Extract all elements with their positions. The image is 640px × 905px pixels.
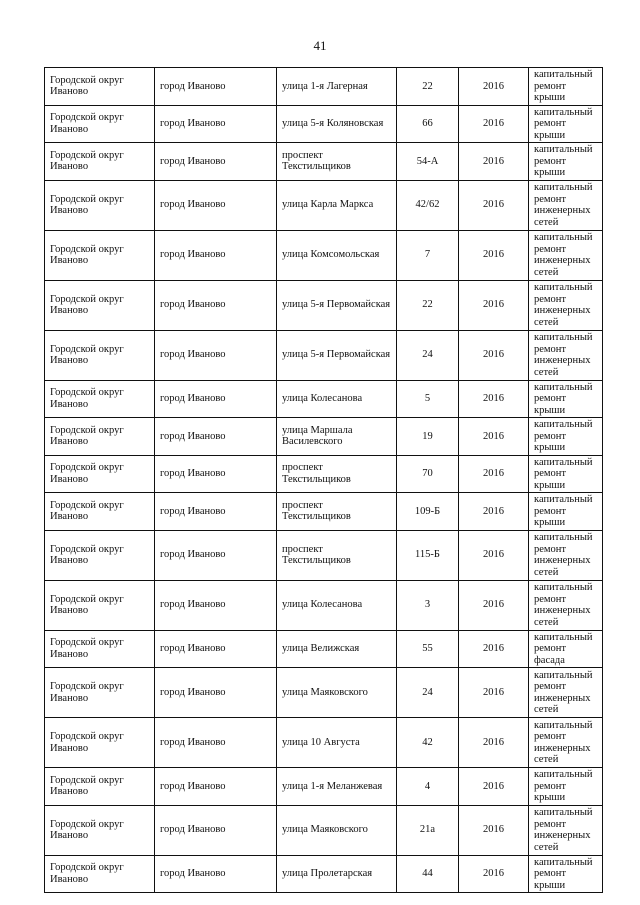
page-number: 41 — [313, 38, 327, 53]
city-cell: город Иваново — [155, 180, 277, 230]
year-cell: 2016 — [459, 143, 529, 181]
year-cell: 2016 — [459, 280, 529, 330]
table-row — [45, 768, 603, 806]
year-cell: 2016 — [459, 418, 529, 456]
street-cell: улица Колесанова — [277, 580, 397, 630]
city-cell: город Иваново — [155, 718, 277, 768]
year-cell: 2016 — [459, 493, 529, 531]
table-row — [45, 418, 603, 456]
work-type-cell: капитальный ремонт крыши — [529, 68, 603, 106]
house-number-cell: 22 — [397, 280, 459, 330]
house-number-cell: 44 — [397, 855, 459, 893]
district-cell: Городской округ Иваново — [45, 768, 155, 806]
table-row — [45, 530, 603, 580]
city-cell: город Иваново — [155, 230, 277, 280]
work-type-cell: капитальный ремонт инженерных сетей — [529, 180, 603, 230]
street-cell: проспект Текстильщиков — [277, 530, 397, 580]
house-number-cell: 42/62 — [397, 180, 459, 230]
district-cell: Городской округ Иваново — [45, 230, 155, 280]
year-cell: 2016 — [459, 668, 529, 718]
table-row — [45, 668, 603, 718]
year-cell: 2016 — [459, 855, 529, 893]
street-cell: улица Колесанова — [277, 380, 397, 418]
table-row — [45, 580, 603, 630]
table-row — [45, 805, 603, 855]
table-row — [45, 330, 603, 380]
work-type-cell: капитальный ремонт крыши — [529, 418, 603, 456]
house-number-cell: 24 — [397, 668, 459, 718]
table-row — [45, 230, 603, 280]
year-cell: 2016 — [459, 805, 529, 855]
table-row — [45, 380, 603, 418]
table-row — [45, 718, 603, 768]
year-cell: 2016 — [459, 530, 529, 580]
district-cell: Городской округ Иваново — [45, 805, 155, 855]
city-cell: город Иваново — [155, 580, 277, 630]
house-number-cell: 19 — [397, 418, 459, 456]
year-cell: 2016 — [459, 718, 529, 768]
year-cell: 2016 — [459, 68, 529, 106]
year-cell: 2016 — [459, 380, 529, 418]
street-cell: улица 10 Августа — [277, 718, 397, 768]
table-body — [45, 68, 603, 893]
work-type-cell: капитальный ремонт инженерных сетей — [529, 330, 603, 380]
house-number-cell: 7 — [397, 230, 459, 280]
district-cell: Городской округ Иваново — [45, 180, 155, 230]
district-cell: Городской округ Иваново — [45, 493, 155, 531]
year-cell: 2016 — [459, 580, 529, 630]
house-number-cell: 55 — [397, 630, 459, 668]
street-cell: улица 5-я Коляновская — [277, 105, 397, 143]
work-type-cell: капитальный ремонт инженерных сетей — [529, 805, 603, 855]
work-type-cell: капитальный ремонт инженерных сетей — [529, 280, 603, 330]
district-cell: Городской округ Иваново — [45, 418, 155, 456]
work-type-cell: капитальный ремонт крыши — [529, 768, 603, 806]
table-row — [45, 855, 603, 893]
city-cell: город Иваново — [155, 668, 277, 718]
city-cell: город Иваново — [155, 530, 277, 580]
work-type-cell: капитальный ремонт крыши — [529, 143, 603, 181]
street-cell: проспект Текстильщиков — [277, 493, 397, 531]
house-number-cell: 4 — [397, 768, 459, 806]
year-cell: 2016 — [459, 105, 529, 143]
house-number-cell: 54-А — [397, 143, 459, 181]
city-cell: город Иваново — [155, 768, 277, 806]
district-cell: Городской округ Иваново — [45, 530, 155, 580]
house-number-cell: 109-Б — [397, 493, 459, 531]
street-cell: улица 5-я Первомайская — [277, 330, 397, 380]
district-cell: Городской округ Иваново — [45, 718, 155, 768]
house-number-cell: 66 — [397, 105, 459, 143]
housing-repair-table — [44, 67, 603, 893]
work-type-cell: капитальный ремонт инженерных сетей — [529, 230, 603, 280]
year-cell: 2016 — [459, 768, 529, 806]
city-cell: город Иваново — [155, 330, 277, 380]
year-cell: 2016 — [459, 330, 529, 380]
house-number-cell: 42 — [397, 718, 459, 768]
year-cell: 2016 — [459, 455, 529, 493]
work-type-cell: капитальный ремонт инженерных сетей — [529, 718, 603, 768]
city-cell: город Иваново — [155, 105, 277, 143]
work-type-cell: капитальный ремонт инженерных сетей — [529, 668, 603, 718]
district-cell: Городской округ Иваново — [45, 380, 155, 418]
table-row — [45, 493, 603, 531]
district-cell: Городской округ Иваново — [45, 143, 155, 181]
street-cell: улица 1-я Лагерная — [277, 68, 397, 106]
city-cell: город Иваново — [155, 630, 277, 668]
year-cell: 2016 — [459, 630, 529, 668]
table-row — [45, 280, 603, 330]
district-cell: Городской округ Иваново — [45, 580, 155, 630]
work-type-cell: капитальный ремонт фасада — [529, 630, 603, 668]
house-number-cell: 70 — [397, 455, 459, 493]
house-number-cell: 21а — [397, 805, 459, 855]
year-cell: 2016 — [459, 230, 529, 280]
district-cell: Городской округ Иваново — [45, 330, 155, 380]
street-cell: улица Пролетарская — [277, 855, 397, 893]
street-cell: улица Маршала Василевского — [277, 418, 397, 456]
street-cell: улица Маяковского — [277, 805, 397, 855]
city-cell: город Иваново — [155, 143, 277, 181]
city-cell: город Иваново — [155, 455, 277, 493]
district-cell: Городской округ Иваново — [45, 455, 155, 493]
district-cell: Городской округ Иваново — [45, 630, 155, 668]
work-type-cell: капитальный ремонт крыши — [529, 855, 603, 893]
table-row — [45, 68, 603, 106]
table-row — [45, 630, 603, 668]
house-number-cell: 24 — [397, 330, 459, 380]
work-type-cell: капитальный ремонт инженерных сетей — [529, 580, 603, 630]
street-cell: улица 1-я Меланжевая — [277, 768, 397, 806]
city-cell: город Иваново — [155, 380, 277, 418]
house-number-cell: 3 — [397, 580, 459, 630]
work-type-cell: капитальный ремонт крыши — [529, 380, 603, 418]
house-number-cell: 5 — [397, 380, 459, 418]
table-row — [45, 105, 603, 143]
year-cell: 2016 — [459, 180, 529, 230]
district-cell: Городской округ Иваново — [45, 68, 155, 106]
work-type-cell: капитальный ремонт крыши — [529, 455, 603, 493]
work-type-cell: капитальный ремонт крыши — [529, 493, 603, 531]
district-cell: Городской округ Иваново — [45, 105, 155, 143]
city-cell: город Иваново — [155, 855, 277, 893]
street-cell: улица Маяковского — [277, 668, 397, 718]
table-row — [45, 455, 603, 493]
district-cell: Городской округ Иваново — [45, 855, 155, 893]
table-row — [45, 143, 603, 181]
house-number-cell: 115-Б — [397, 530, 459, 580]
city-cell: город Иваново — [155, 418, 277, 456]
street-cell: улица Велижская — [277, 630, 397, 668]
city-cell: город Иваново — [155, 493, 277, 531]
work-type-cell: капитальный ремонт крыши — [529, 105, 603, 143]
district-cell: Городской округ Иваново — [45, 280, 155, 330]
city-cell: город Иваново — [155, 805, 277, 855]
street-cell: улица Карла Маркса — [277, 180, 397, 230]
house-number-cell: 22 — [397, 68, 459, 106]
city-cell: город Иваново — [155, 280, 277, 330]
street-cell: улица 5-я Первомайская — [277, 280, 397, 330]
street-cell: улица Комсомольская — [277, 230, 397, 280]
district-cell: Городской округ Иваново — [45, 668, 155, 718]
work-type-cell: капитальный ремонт инженерных сетей — [529, 530, 603, 580]
table-row — [45, 180, 603, 230]
city-cell: город Иваново — [155, 68, 277, 106]
street-cell: проспект Текстильщиков — [277, 455, 397, 493]
street-cell: проспект Текстильщиков — [277, 143, 397, 181]
